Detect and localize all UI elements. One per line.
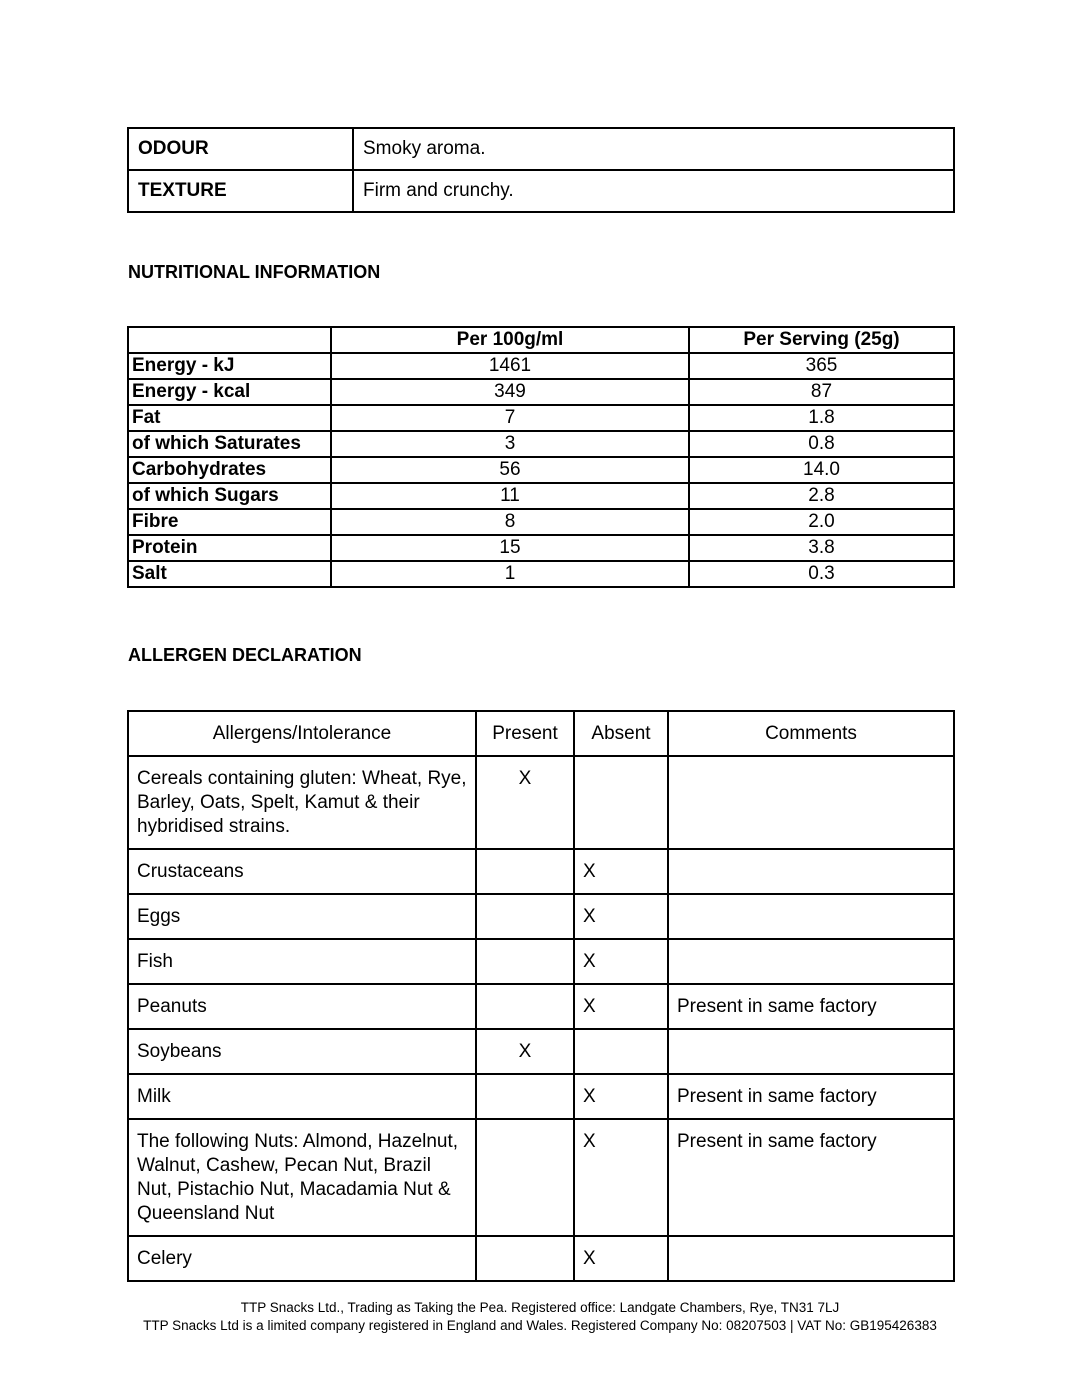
nutrient-name: Fibre — [128, 509, 331, 535]
present-mark — [476, 1074, 574, 1119]
per-100g-value: 1 — [331, 561, 689, 587]
table-row — [128, 483, 954, 509]
column-header: Per 100g/ml — [331, 327, 689, 353]
nutrient-name: Energy - kJ — [128, 353, 331, 379]
comment — [668, 939, 954, 984]
comment — [668, 894, 954, 939]
absent-mark: X — [574, 849, 668, 894]
nutrient-name: Carbohydrates — [128, 457, 331, 483]
nutrition-heading: NUTRITIONAL INFORMATION — [128, 262, 381, 282]
present-mark — [476, 1119, 574, 1236]
table-row — [128, 1236, 954, 1281]
column-header: Absent — [574, 711, 668, 756]
per-serving-value: 87 — [689, 379, 954, 405]
per-serving-value: 1.8 — [689, 405, 954, 431]
per-100g-value: 56 — [331, 457, 689, 483]
allergen-name: Crustaceans — [128, 849, 476, 894]
table-row — [128, 894, 954, 939]
absent-mark — [574, 756, 668, 849]
property-value: Firm and crunchy. — [353, 170, 954, 212]
comment — [668, 756, 954, 849]
property-value: Smoky aroma. — [353, 128, 954, 170]
property-label: TEXTURE — [128, 170, 353, 212]
per-serving-value: 2.0 — [689, 509, 954, 535]
nutrition-table — [127, 326, 955, 588]
absent-mark — [574, 1029, 668, 1074]
table-row — [128, 849, 954, 894]
table-row — [128, 457, 954, 483]
allergen-name: Soybeans — [128, 1029, 476, 1074]
column-header: Present — [476, 711, 574, 756]
table-row — [128, 1119, 954, 1236]
allergen-name: Fish — [128, 939, 476, 984]
column-header: Comments — [668, 711, 954, 756]
per-serving-value: 0.3 — [689, 561, 954, 587]
property-label: ODOUR — [128, 128, 353, 170]
absent-mark: X — [574, 1119, 668, 1236]
per-serving-value: 365 — [689, 353, 954, 379]
table-row — [128, 1029, 954, 1074]
present-mark: X — [476, 756, 574, 849]
absent-mark: X — [574, 1236, 668, 1281]
comment: Present in same factory — [668, 1074, 954, 1119]
comment: Present in same factory — [668, 984, 954, 1029]
table-row — [128, 535, 954, 561]
per-serving-value: 3.8 — [689, 535, 954, 561]
nutrient-name: of which Saturates — [128, 431, 331, 457]
nutrient-name: Salt — [128, 561, 331, 587]
per-100g-value: 11 — [331, 483, 689, 509]
table-row — [128, 405, 954, 431]
comment — [668, 1236, 954, 1281]
table-row — [128, 561, 954, 587]
nutrient-name: Fat — [128, 405, 331, 431]
page-footer — [0, 1299, 1080, 1335]
nutrient-name: Protein — [128, 535, 331, 561]
allergen-name: Cereals containing gluten: Wheat, Rye, Barley, Oats, Spelt, Kamut & their hybridised strains. — [128, 756, 476, 849]
allergen-name: Milk — [128, 1074, 476, 1119]
allergen-table — [127, 710, 955, 1282]
footer-line: TTP Snacks Ltd is a limited company registered in England and Wales. Registered Company No: 08207503 | VAT No: GB195426383 — [143, 1318, 937, 1333]
per-100g-value: 349 — [331, 379, 689, 405]
table-row — [128, 170, 954, 212]
present-mark: X — [476, 1029, 574, 1074]
table-row — [128, 509, 954, 535]
comment — [668, 1029, 954, 1074]
absent-mark: X — [574, 1074, 668, 1119]
absent-mark: X — [574, 939, 668, 984]
product-properties-table — [127, 127, 955, 213]
comment: Present in same factory — [668, 1119, 954, 1236]
nutrient-name: of which Sugars — [128, 483, 331, 509]
table-row — [128, 431, 954, 457]
per-100g-value: 7 — [331, 405, 689, 431]
column-header: Per Serving (25g) — [689, 327, 954, 353]
absent-mark: X — [574, 984, 668, 1029]
allergen-heading: ALLERGEN DECLARATION — [128, 645, 362, 665]
table-header-row — [128, 711, 954, 756]
table-row — [128, 353, 954, 379]
table-row — [128, 756, 954, 849]
table-row — [128, 1074, 954, 1119]
column-header: Allergens/Intolerance — [128, 711, 476, 756]
per-100g-value: 8 — [331, 509, 689, 535]
table-header-row — [128, 327, 954, 353]
allergen-name: Celery — [128, 1236, 476, 1281]
per-100g-value: 1461 — [331, 353, 689, 379]
nutrient-name: Energy - kcal — [128, 379, 331, 405]
comment — [668, 849, 954, 894]
per-serving-value: 2.8 — [689, 483, 954, 509]
per-serving-value: 0.8 — [689, 431, 954, 457]
footer-line: TTP Snacks Ltd., Trading as Taking the Pea. Registered office: Landgate Chambers, Rye, TN31 7LJ — [240, 1300, 840, 1315]
table-row — [128, 379, 954, 405]
per-100g-value: 3 — [331, 431, 689, 457]
per-100g-value: 15 — [331, 535, 689, 561]
allergen-name: Peanuts — [128, 984, 476, 1029]
per-serving-value: 14.0 — [689, 457, 954, 483]
allergen-name: The following Nuts: Almond, Hazelnut, Walnut, Cashew, Pecan Nut, Brazil Nut, Pistachio Nut, Macadamia Nut & Queensland Nut — [128, 1119, 476, 1236]
present-mark — [476, 894, 574, 939]
present-mark — [476, 1236, 574, 1281]
table-row — [128, 939, 954, 984]
absent-mark: X — [574, 894, 668, 939]
table-row — [128, 128, 954, 170]
table-row — [128, 984, 954, 1029]
column-header — [128, 327, 331, 353]
present-mark — [476, 984, 574, 1029]
allergen-name: Eggs — [128, 894, 476, 939]
present-mark — [476, 939, 574, 984]
present-mark — [476, 849, 574, 894]
